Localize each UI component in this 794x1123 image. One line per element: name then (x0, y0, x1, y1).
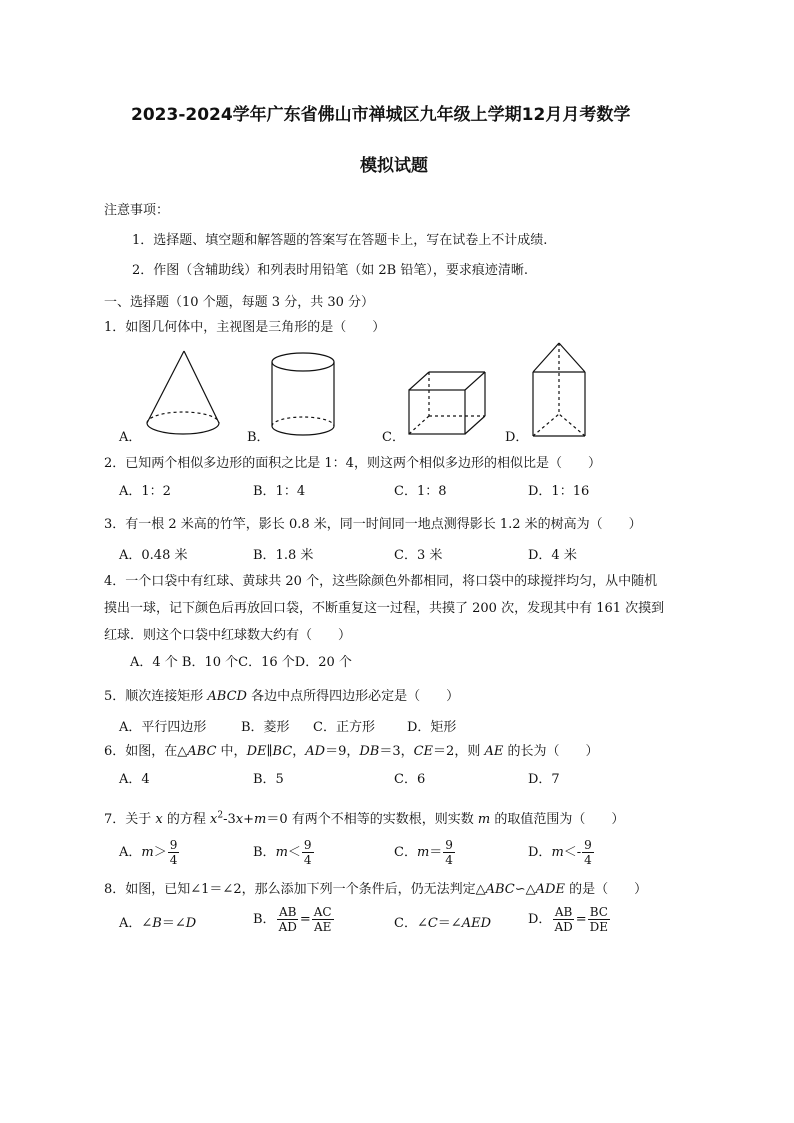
cone-figure (140, 348, 230, 443)
question-1-label-d: D． (505, 430, 529, 445)
question-2-option-c: C．1：8 (394, 484, 447, 499)
question-1-label-a: A． (119, 430, 142, 445)
question-6-option-b: B．5 (253, 772, 284, 787)
question-3-option-c: C．3 米 (394, 548, 443, 563)
question-1-label-c: C． (382, 430, 405, 445)
question-2-option-b: B．1：4 (253, 484, 306, 499)
question-1-stem: 1．如图几何体中，主视图是三角形的是（ ） (104, 320, 386, 335)
question-8-option-d: D． $\frac{AB}{AD}$ = $\frac{BC}{DE}$ (528, 905, 609, 934)
question-4-line-2: 摸出一球，记下颜色后再放回口袋，不断重复这一过程，共摸了 200 次，发现其中有 161 次摸到 (104, 601, 665, 616)
question-6-option-d: D．7 (528, 772, 560, 787)
question-5-option-b: B．菱形 (241, 720, 290, 735)
question-7-option-c: C．m＝ $\frac{9}{4}$ (394, 838, 453, 867)
fraction: $\frac{9}{4}$ (303, 838, 312, 867)
question-4-line-3: 红球．则这个口袋中红球数大约有（ ） (104, 628, 352, 643)
question-7-option-a: A．m＞ $\frac{9}{4}$ (119, 838, 178, 867)
section-heading: 一、选择题（10 个题，每题 3 分，共 30 分） (104, 295, 375, 310)
fraction: $\frac{9}{4}$ (445, 838, 453, 867)
question-2-option-d: D．1：16 (528, 484, 590, 499)
question-2-stem: 2．已知两个相似多边形的面积之比是 1：4，则这两个相似多边形的相似比是（ ） (104, 456, 601, 471)
question-8-option-a: A．∠B＝∠D (119, 916, 197, 931)
fraction: $\frac{AB}{AD}$ (278, 905, 297, 934)
question-7-stem: 7．关于 x 的方程 $x^2-3x+m=0$ 有两个不相等的实数根，则实数 m 的取值范围为（ ） (104, 810, 625, 827)
question-8-stem: 8．如图，已知∠1＝∠2，那么添加下列一个条件后，仍无法判定△ABC∽△ADE 的是（ ） (104, 882, 648, 897)
question-4-options: A．4 个 B．10 个C．16 个D．20 个 (130, 655, 352, 670)
question-7-option-d: D．m＜- $\frac{9}{4}$ (528, 838, 592, 867)
prism-figure (528, 340, 592, 442)
question-4-line-1: 4．一个口袋中有红球、黄球共 20 个，这些除颜色外都相同，将口袋中的球搅拌均匀，从中随机 (104, 574, 658, 589)
question-1-label-b: B． (247, 430, 270, 445)
question-5-option-a: A．平行四边形 (119, 720, 207, 735)
question-3-option-a: A．0.48 米 (119, 548, 188, 563)
fraction: $\frac{BC}{DE}$ (589, 905, 609, 934)
notes-heading: 注意事项： (104, 203, 170, 218)
question-5-stem: 5．顺次连接矩形 ABCD 各边中点所得四边形必定是（ ） (104, 689, 460, 704)
question-6-option-a: A．4 (119, 772, 150, 787)
page-subtitle: 模拟试题 (360, 156, 428, 176)
question-8-option-b: B． $\frac{AB}{AD}$ = $\frac{AC}{AE}$ (253, 905, 332, 934)
cylinder-figure (268, 350, 340, 442)
notes-item-1: 1．选择题、填空题和解答题的答案写在答题卡上，写在试卷上不计成绩. (132, 233, 548, 248)
question-5-option-c: C．正方形 (313, 720, 375, 735)
question-2-option-a: A．1：2 (119, 484, 171, 499)
fraction: $\frac{AC}{AE}$ (313, 905, 332, 934)
question-3-stem: 3．有一根 2 米高的竹竿，影长 0.8 米，同一时间同一地点测得影长 1.2 米的树高为（ ） (104, 517, 642, 532)
question-3-option-b: B．1.8 米 (253, 548, 314, 563)
fraction: $\frac{9}{4}$ (584, 838, 592, 867)
fraction: $\frac{AB}{AD}$ (554, 905, 573, 934)
question-3-option-d: D．4 米 (528, 548, 577, 563)
notes-item-2: 2．作图（含辅助线）和列表时用铅笔（如 2B 铅笔），要求痕迹清晰. (132, 263, 528, 278)
cube-figure (405, 368, 495, 440)
question-8-option-c: C．∠C＝∠AED (394, 916, 492, 931)
question-6-stem: 6．如图，在△ABC 中，DE∥BC，AD＝9，DB＝3，CE＝2，则 AE 的长为（ ） (104, 744, 599, 759)
fraction: $\frac{9}{4}$ (169, 838, 178, 867)
question-6-option-c: C．6 (394, 772, 426, 787)
question-7-option-b: B．m＜ $\frac{9}{4}$ (253, 838, 312, 867)
question-5-option-d: D．矩形 (407, 720, 457, 735)
page-title: 2023-2024学年广东省佛山市禅城区九年级上学期12月月考数学 (131, 105, 631, 125)
